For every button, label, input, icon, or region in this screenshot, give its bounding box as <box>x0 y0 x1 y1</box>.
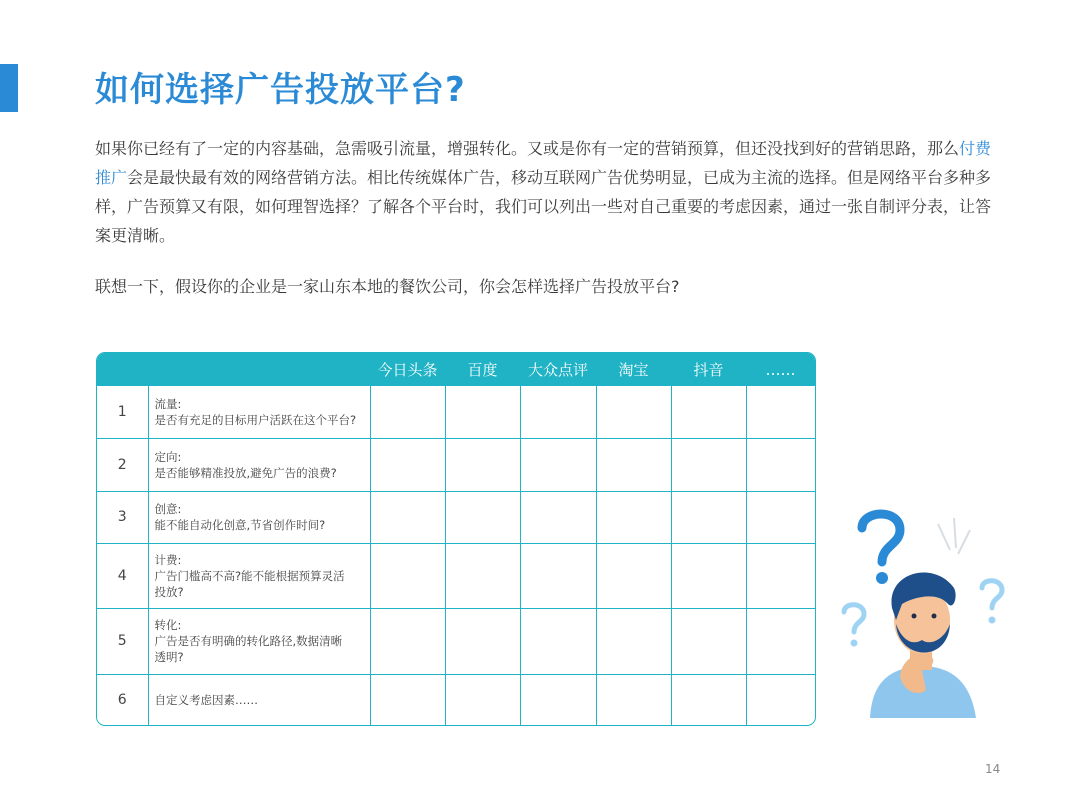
header-toutiao: 今日头条 <box>377 361 438 379</box>
score-cell[interactable] <box>520 386 596 438</box>
score-cell[interactable] <box>596 438 671 491</box>
score-cell[interactable] <box>520 491 596 543</box>
question-mark-icon <box>844 605 864 647</box>
table-row <box>97 438 815 491</box>
factor-cell <box>148 674 370 726</box>
intro-paragraph <box>95 134 995 250</box>
factor-desc: 广告是否有明确的转化路径,数据清晰 <box>154 634 343 648</box>
table-row <box>97 608 815 674</box>
table-row <box>97 674 815 726</box>
question-mark-icon <box>862 514 900 584</box>
score-cell[interactable] <box>520 674 596 726</box>
score-cell[interactable] <box>746 438 815 491</box>
score-cell[interactable] <box>520 608 596 674</box>
score-cell[interactable] <box>370 608 445 674</box>
intro-text-2: 会是最快最有效的网络营销方法。相比传统媒体广告，移动互联网广告优势明显，已成为主流的选择。但是网络平台多种多样，广告预算又有限，如何理智选择？了解各个平台时，我们可以列出一些对自己重要的考虑因素，通过一张自制评分表，让答案更清晰。 <box>95 168 992 245</box>
paid-promotion-highlight: 付费推广 <box>95 139 992 187</box>
score-cell[interactable] <box>370 438 445 491</box>
score-cell[interactable] <box>596 608 671 674</box>
header-taobao: 淘宝 <box>618 361 649 379</box>
score-cell[interactable] <box>520 543 596 608</box>
row-number: 4 <box>97 543 148 608</box>
factor-label: 自定义考虑因素…… <box>154 693 258 708</box>
score-cell[interactable] <box>596 674 671 726</box>
row-number: 1 <box>97 386 148 438</box>
header-baidu: 百度 <box>467 361 498 379</box>
score-cell[interactable] <box>370 386 445 438</box>
score-cell[interactable] <box>671 608 746 674</box>
scenario-question: 联想一下，假设你的企业是一家山东本地的餐饮公司，你会怎样选择广告投放平台? <box>95 277 680 296</box>
factor-label: 转化: <box>154 618 182 632</box>
factor-desc: 是否能够精准投放,避免广告的浪费? <box>154 465 337 480</box>
thinking-man-illustration <box>830 500 1010 720</box>
factor-cell <box>148 386 370 438</box>
factor-desc: 广告门槛高不高?能不能根据预算灵活 <box>154 568 345 583</box>
score-cell[interactable] <box>671 438 746 491</box>
intro-text-1: 如果你已经有了一定的内容基础，急需吸引流量，增强转化。又或是你有一定的营销预算，但还没找到好的营销思路，那么 <box>95 139 960 158</box>
score-cell[interactable] <box>370 491 445 543</box>
accent-bar <box>0 64 18 112</box>
row-number: 3 <box>97 491 148 543</box>
factor-label: 计费: <box>154 552 182 567</box>
header-blank-factor <box>148 353 370 386</box>
table-row <box>97 491 815 543</box>
factor-desc-cont: 透明? <box>154 650 184 664</box>
score-cell[interactable] <box>746 674 815 726</box>
score-cell[interactable] <box>671 491 746 543</box>
table-row <box>97 543 815 608</box>
table-header-row <box>97 353 815 386</box>
score-cell[interactable] <box>596 491 671 543</box>
page-title: 如何选择广告投放平台? <box>95 70 466 110</box>
score-cell[interactable] <box>445 543 520 608</box>
factor-label: 流量: <box>154 396 182 411</box>
row-number: 6 <box>97 674 148 726</box>
score-cell[interactable] <box>370 674 445 726</box>
question-mark-icon <box>982 581 1002 624</box>
sparkle-lines <box>938 518 970 554</box>
score-cell[interactable] <box>445 491 520 543</box>
score-cell[interactable] <box>520 438 596 491</box>
factor-desc-cont: 投放? <box>154 584 184 599</box>
score-cell[interactable] <box>671 674 746 726</box>
scoring-table-grid <box>97 353 815 726</box>
factor-cell <box>148 491 370 543</box>
score-cell[interactable] <box>671 543 746 608</box>
header-more: …… <box>765 360 796 379</box>
score-cell[interactable] <box>596 543 671 608</box>
score-cell[interactable] <box>445 438 520 491</box>
score-cell[interactable] <box>671 386 746 438</box>
score-cell[interactable] <box>445 674 520 726</box>
factor-label: 定向: <box>154 449 182 464</box>
score-cell[interactable] <box>746 491 815 543</box>
score-cell[interactable] <box>445 608 520 674</box>
page-number: 14 <box>985 762 1001 776</box>
score-cell[interactable] <box>746 543 815 608</box>
score-cell[interactable] <box>746 608 815 674</box>
factor-label: 创意: <box>154 502 182 516</box>
scoring-table <box>96 352 816 726</box>
score-cell[interactable] <box>746 386 815 438</box>
header-douyin: 抖音 <box>693 361 724 379</box>
table-row <box>97 386 815 438</box>
factor-desc: 能不能自动化创意,节省创作时间? <box>154 518 326 532</box>
factor-cell <box>148 438 370 491</box>
score-cell[interactable] <box>596 386 671 438</box>
score-cell[interactable] <box>445 386 520 438</box>
factor-cell <box>148 608 370 674</box>
header-dianping: 大众点评 <box>527 361 588 379</box>
row-number: 2 <box>97 438 148 491</box>
factor-desc: 是否有充足的目标用户活跃在这个平台? <box>154 412 357 427</box>
row-number: 5 <box>97 608 148 674</box>
factor-cell <box>148 543 370 608</box>
header-blank <box>97 353 148 386</box>
score-cell[interactable] <box>370 543 445 608</box>
